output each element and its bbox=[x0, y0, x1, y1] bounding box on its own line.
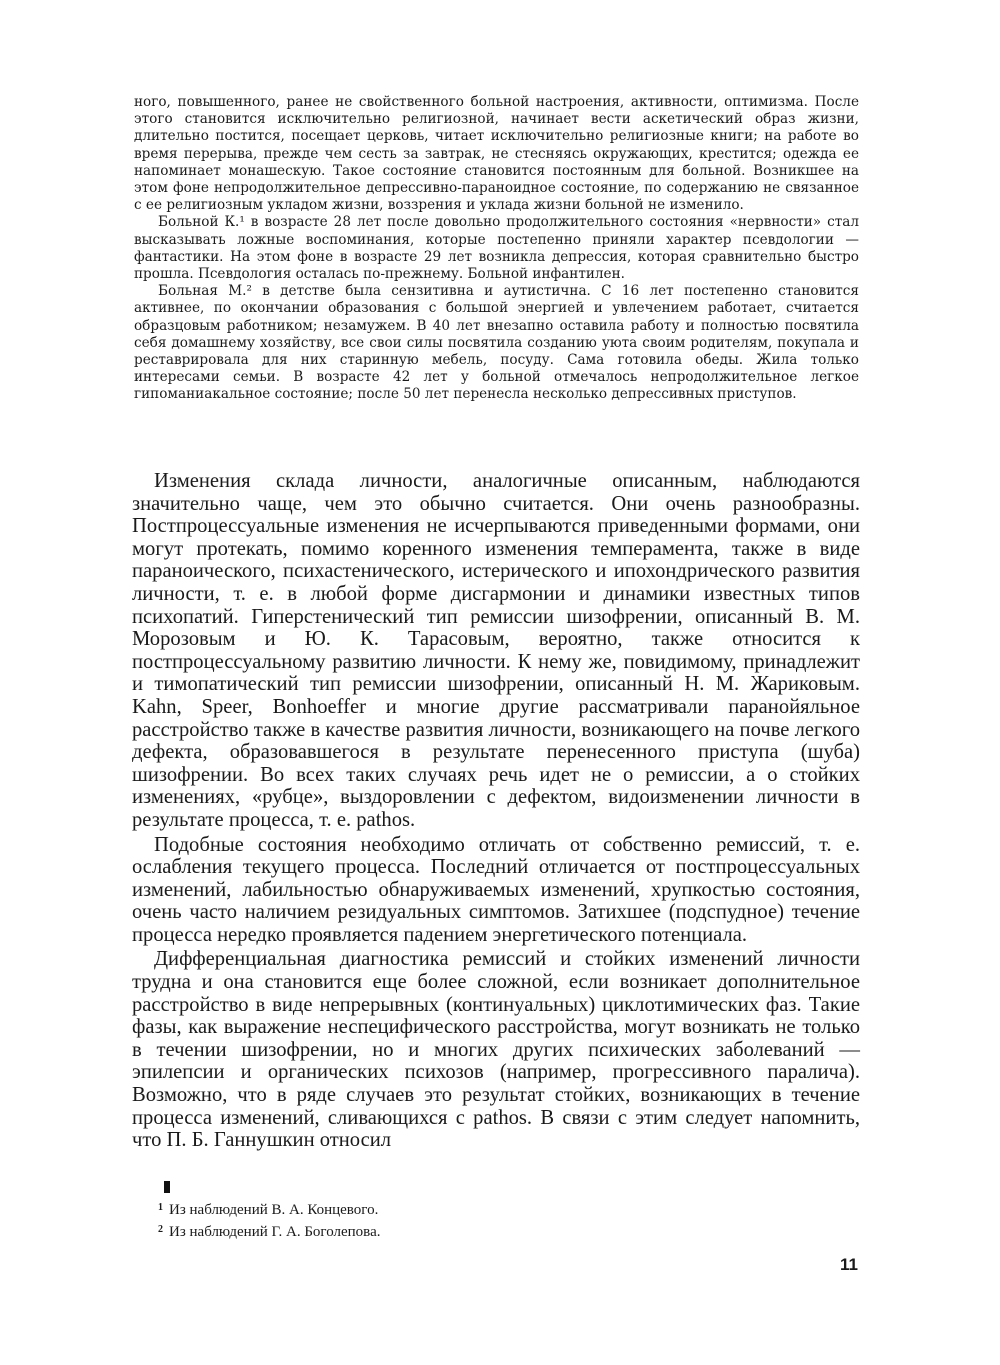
footnote-1 bbox=[158, 1198, 758, 1220]
footnote-2-text: Из наблюдений Г. А. Боголепова. bbox=[169, 1224, 381, 1240]
footnote-1-text: Из наблюдений В. А. Концевого. bbox=[169, 1202, 379, 1218]
case-paragraph-patient-k: Больной К.¹ в возрасте 28 лет после довольно продолжительного состояния «нервности» стал высказывать ложные воспоминания, которые постепенно приняли характер псевдологии — фантастики. На этом фоне в возрасте 29 лет возникла депрессия, которая сравнительно быстро прошла. Псевдология осталась по-прежнему. Больной инфантилен. bbox=[134, 214, 859, 283]
main-paragraph-3: Дифференциальная диагностика ремиссий и стойких изменений личности трудна и она становится еще более сложной, если возникает дополнительное расстройство в виде непрерывных (континуальных) циклотимических фаз. Такие фазы, как выражение неспецифического расстройства, могут возникать не только в течении шизофрении, но и многих других психических заболеваний — эпилепсии и органических психозов (например, прогрессивного паралича). Возможно, что в ряде случаев это результат стойких, возникающих в течение процесса изменений, сливающихся с pathos. В связи с этим следует напомнить, что П. Б. Ганнушкин относил bbox=[132, 948, 860, 1152]
main-text bbox=[132, 470, 860, 1154]
footnotes bbox=[158, 1198, 758, 1242]
footnote-2 bbox=[158, 1220, 758, 1242]
footnote-separator-mark bbox=[164, 1181, 170, 1193]
main-paragraph-2: Подобные состояния необходимо отличать от собственно ремиссий, т. е. ослабления текущего процесса. Последний отличается от постпроцессуальных изменений, лабильностью обнаруживаемых изменений, хрупкостью состояния, очень часто наличием резидуальных симптомов. Затихшее (подспудное) течение процесса нередко проявляется падением энергетического потенциала. bbox=[132, 833, 860, 946]
footnote-1-number: 1 bbox=[158, 1202, 163, 1213]
footnote-2-number: 2 bbox=[158, 1224, 163, 1235]
case-paragraph-continued: ного, повышенного, ранее не свойственного больной настроения, активности, оптимизма. После этого становится исключительно религиозной, начинает вести аскетический образ жизни, длительно постится, посещает церковь, читает исключительно религиозные книги; на работе во время перерыва, прежде чем сесть за завтрак, не стесняясь окружающих, крестится; одежда ее напоминает монашескую. Такое состояние становится постоянным для больной. Возникшее на этом фоне непродолжительное депрессивно-параноидное состояние, по содержанию не связанное с ее религиозным укладом жизни, воззрения и уклада жизни больной не изменило. bbox=[134, 94, 859, 214]
main-paragraph-1: Изменения склада личности, аналогичные описанным, наблюдаются значительно чаще, чем это обычно считается. Они очень разнообразны. Постпроцессуальные изменения не исчерпываются приведенными формами, они могут протекать, помимо коренного изменения темперамента, также в виде параноического, психастенического, истерического и ипохондрического развития личности, т. е. в любой форме дисгармонии и динамики известных типов психопатий. Гиперстенический тип ремиссии шизофрении, описанный В. М. Морозовым и Ю. К. Тарасовым, вероятно, также относится к постпроцессуальному развитию личности. К нему же, повидимому, принадлежит и тимопатический тип ремиссии шизофрении, описанный Н. М. Жариковым. Kahn, Speer, Bonhoeffer и многие другие рассматривали паранойяльное расстройство также в качестве развития личности, возникающего на почве легкого дефекта, образовавшегося в результате перенесенного приступа (шуба) шизофрении. Во всех таких случаях речь идет не о ремиссии, а о стойких изменениях, «рубце», выздоровлении с дефектом, видоизменении личности в результате процесса, т. е. pathos. bbox=[132, 470, 860, 831]
case-paragraph-patient-m: Больная М.² в детстве была сензитивна и аутистична. С 16 лет постепенно становится активнее, по окончании образования с большой энергией и увлечением работает, считается образцовым работником; незамужем. В 40 лет внезапно оставила работу и полностью посвятила себя домашнему хозяйству, все свои силы посвятила созданию уюта своим родителям, покупала и реставрировала для них старинную мебель, посуду. Сама готовила обеды. Жила только интересами семьи. В возрасте 42 лет у больной отмечалось непродолжительное легкое гипоманиакальное состояние; после 50 лет перенесла несколько депрессивных приступов. bbox=[134, 283, 859, 403]
page-number: 11 bbox=[840, 1255, 858, 1274]
case-descriptions bbox=[134, 94, 859, 404]
